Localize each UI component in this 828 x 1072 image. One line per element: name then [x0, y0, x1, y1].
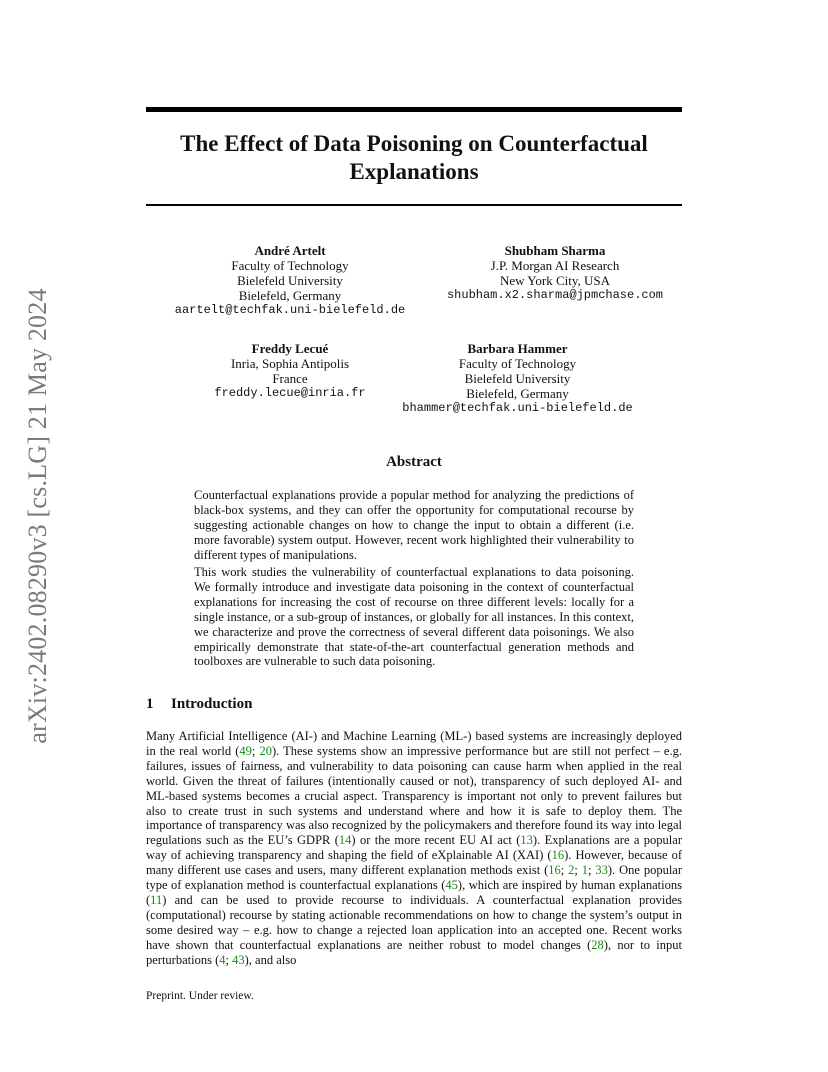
arxiv-identifier: arXiv:2402.08290v3 [cs.LG] 21 May 2024 — [23, 288, 52, 744]
introduction-paragraph — [146, 729, 682, 968]
author-affiliation: J.P. Morgan AI Research — [490, 258, 620, 273]
intro-text: ) and can be used to provide recourse to individuals. A counterfactual explanation provides (computational) recourse by stating actionable recommendations on how to change the system’s output in some desired way – e.g. how to change a rejected loan application into an accepted one. Recent works have shown that counterfactual explanations are neither robust to model changes ( — [146, 892, 682, 952]
footer-note: Preprint. Under review. — [146, 990, 254, 1002]
citation-link[interactable]: 16 — [548, 863, 561, 878]
intro-text: ; — [251, 743, 260, 758]
citation-link[interactable]: 20 — [259, 743, 272, 758]
author-block — [425, 243, 685, 303]
citation-link[interactable]: 11 — [150, 892, 163, 907]
intro-text: ; — [225, 952, 233, 967]
section-heading — [146, 696, 252, 713]
author-name: Barbara Hammer — [467, 341, 568, 356]
intro-text: ). These systems show an impressive performance but are still not perfect – e.g. failures, issues of fairness, and vulnerability to data poisoning can cause harm when applied in the real world. Given the threat of failures (intentionally caused or not), transparency of such deployed AI- and ML-based systems becomes a crucial aspect. Transparency is important not only to prevent failures but also to create trust in such systems and understand where and how it is safe to deploy them. The importance of transparency was also recognized by the policymakers and therefore found its way into legal regulations such as the EU’s GDPR ( — [146, 743, 682, 848]
author-name: Freddy Lecué — [251, 341, 329, 356]
citation-link[interactable]: 28 — [591, 937, 604, 952]
author-affiliation: Faculty of Technology — [458, 356, 577, 371]
intro-text: ), which are inspired by human explanations ( — [146, 878, 682, 907]
intro-text: ), and also — [244, 952, 297, 967]
intro-text: ) or the more recent EU AI act ( — [351, 833, 521, 848]
author-affiliation: Bielefeld University — [464, 371, 571, 386]
author-name: Shubham Sharma — [504, 243, 606, 258]
abstract-heading: Abstract — [386, 454, 442, 470]
author-location: Bielefeld, Germany — [466, 386, 569, 401]
author-location: France — [272, 371, 308, 386]
citation-link[interactable]: 43 — [232, 952, 245, 967]
citation-link[interactable]: 16 — [551, 848, 565, 863]
section-number: 1 — [146, 696, 154, 712]
abstract-paragraph: This work studies the vulnerability of counterfactual explanations to data poisoning. We formally introduce and investigate data poisoning in the context of counterfactual explanations for increasing the cost of recourse on three different levels: locally for a single instance, or a sub-group of instances, or globally for all instances. In this context, we characterize and prove the correctness of several different data poisonings. We also empirically demonstrate that state-of-the-art counterfactual generation methods and toolboxes are vulnerable to such data poisoning. — [194, 565, 634, 669]
intro-text: ). One popular type of explanation method is counterfactual explanations ( — [146, 863, 682, 893]
author-affiliation: Faculty of Technology — [231, 258, 349, 273]
author-block — [170, 243, 410, 318]
author-affiliation: Bielefeld University — [237, 273, 343, 288]
citation-link[interactable]: 2 — [568, 863, 575, 878]
author-block — [170, 341, 410, 401]
author-affiliation: Inria, Sophia Antipolis — [230, 356, 350, 371]
intro-text: ). However, because of many different use cases and users, many different explanation methods exist ( — [146, 848, 682, 878]
intro-text: ; — [560, 863, 569, 878]
intro-text: ; — [574, 863, 582, 878]
intro-text: ; — [588, 863, 596, 878]
author-name: André Artelt — [254, 243, 326, 258]
citation-link[interactable]: 14 — [338, 833, 352, 848]
intro-text: ), nor to input perturbations ( — [146, 937, 682, 967]
citation-link[interactable]: 33 — [595, 863, 608, 878]
author-email: aartelt@techfak.uni-bielefeld.de — [174, 303, 406, 317]
intro-text: ). Explanations are a popular way of achieving transparency and shaping the field of eXplainable AI (XAI) ( — [146, 833, 682, 863]
citation-link[interactable]: 45 — [445, 878, 458, 893]
author-email: bhammer@techfak.uni-bielefeld.de — [402, 401, 633, 415]
author-email: shubham.x2.sharma@jpmchase.com — [446, 288, 664, 302]
author-location: New York City, USA — [499, 273, 611, 288]
title-bottom-rule — [146, 204, 682, 206]
citation-link[interactable]: 49 — [239, 743, 252, 758]
author-email: freddy.lecue@inria.fr — [214, 386, 366, 400]
citation-link[interactable]: 1 — [581, 863, 589, 878]
paper-title: The Effect of Data Poisoning on Counterfactual Explanations — [180, 131, 648, 184]
section-title: Introduction — [171, 696, 253, 712]
intro-text: Many Artificial Intelligence (AI-) and Machine Learning (ML-) based systems are increasingly deployed in the real world ( — [146, 729, 682, 758]
author-location: Bielefeld, Germany — [238, 288, 342, 303]
author-block — [395, 341, 640, 416]
title-top-rule — [146, 107, 682, 112]
citation-link[interactable]: 13 — [520, 833, 533, 848]
abstract-paragraph: Counterfactual explanations provide a popular method for analyzing the predictions of black-box systems, and they can offer the opportunity for computational recourse by suggesting actionable changes on how to change the input to obtain a different (i.e. more favorable) system output. However, recent work highlighted their vulnerability to different types of manipulations. — [194, 488, 634, 562]
citation-link[interactable]: 4 — [219, 952, 226, 967]
